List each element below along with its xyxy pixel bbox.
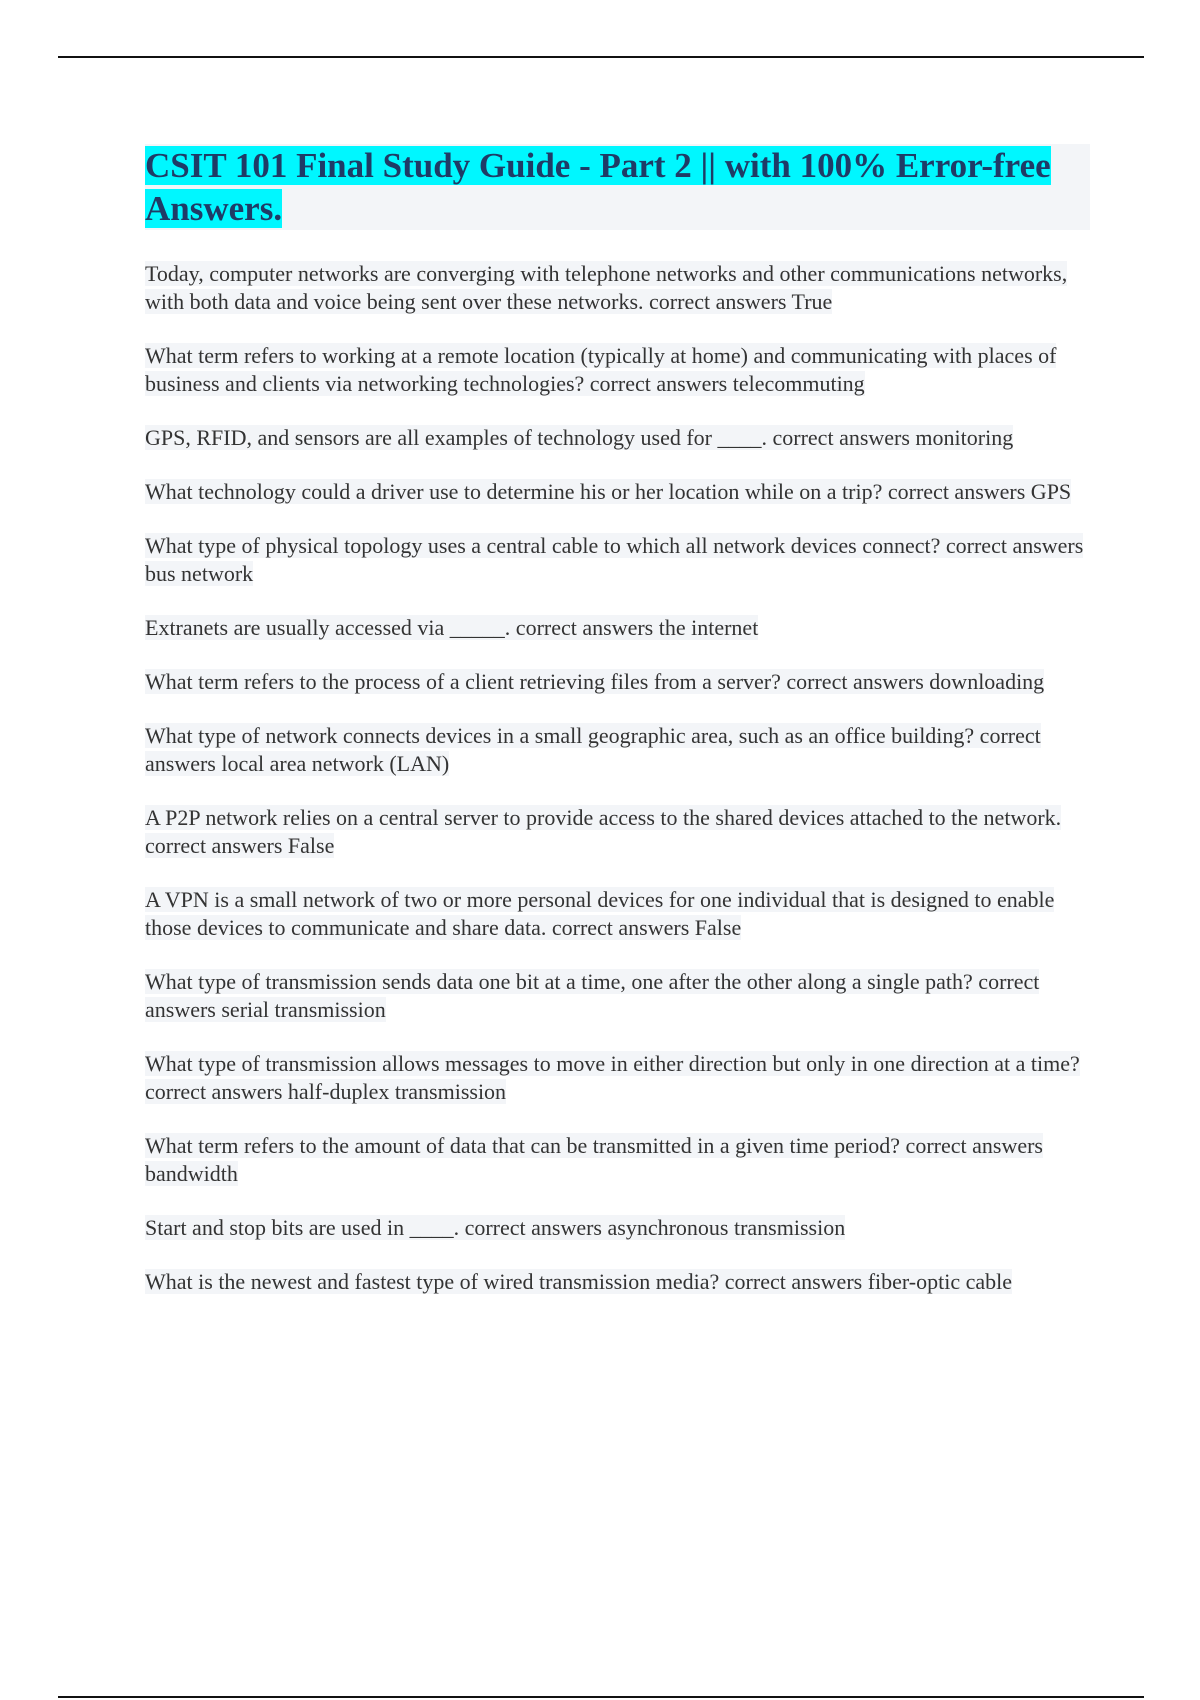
qa-item: Today, computer networks are converging with telephone networks and other communications networks, with both data and voice being sent over these networks. correct answers True — [145, 261, 1068, 314]
qa-item: What is the newest and fastest type of wired transmission media? correct answers fiber-optic cable — [145, 1269, 1013, 1294]
qa-item: What type of transmission allows messages to move in either direction but only in one direction at a time? correct answers half-duplex transmission — [145, 1051, 1080, 1104]
qa-item: What term refers to the process of a client retrieving files from a server? correct answers downloading — [145, 669, 1045, 694]
qa-item: What type of physical topology uses a central cable to which all network devices connect? correct answers bus network — [145, 533, 1084, 586]
qa-item: A P2P network relies on a central server to provide access to the shared devices attached to the network. correct answers False — [145, 805, 1062, 858]
document-body — [145, 144, 1090, 1322]
document-title — [145, 144, 1090, 230]
qa-item: GPS, RFID, and sensors are all examples of technology used for ____. correct answers monitoring — [145, 425, 1014, 450]
qa-item: What term refers to the amount of data that can be transmitted in a given time period? correct answers bandwidth — [145, 1133, 1043, 1186]
qa-item: What technology could a driver use to determine his or her location while on a trip? correct answers GPS — [145, 479, 1072, 504]
bottom-rule — [58, 1696, 1144, 1698]
qa-item: A VPN is a small network of two or more personal devices for one individual that is designed to enable those devices to communicate and share data. correct answers False — [145, 887, 1055, 940]
qa-item: Extranets are usually accessed via _____. correct answers the internet — [145, 615, 759, 640]
qa-item: What term refers to working at a remote location (typically at home) and communicating with places of business and clients via networking technologies? correct answers telecommuting — [145, 343, 1057, 396]
qa-item: Start and stop bits are used in ____. correct answers asynchronous transmission — [145, 1215, 846, 1240]
top-rule — [58, 56, 1144, 58]
qa-item: What type of transmission sends data one bit at a time, one after the other along a single path? correct answers serial transmission — [145, 969, 1040, 1022]
title-highlight: CSIT 101 Final Study Guide - Part 2 || with 100% Error-free Answers. — [145, 146, 1051, 228]
qa-item: What type of network connects devices in a small geographic area, such as an office building? correct answers local area network (LAN) — [145, 723, 1041, 776]
